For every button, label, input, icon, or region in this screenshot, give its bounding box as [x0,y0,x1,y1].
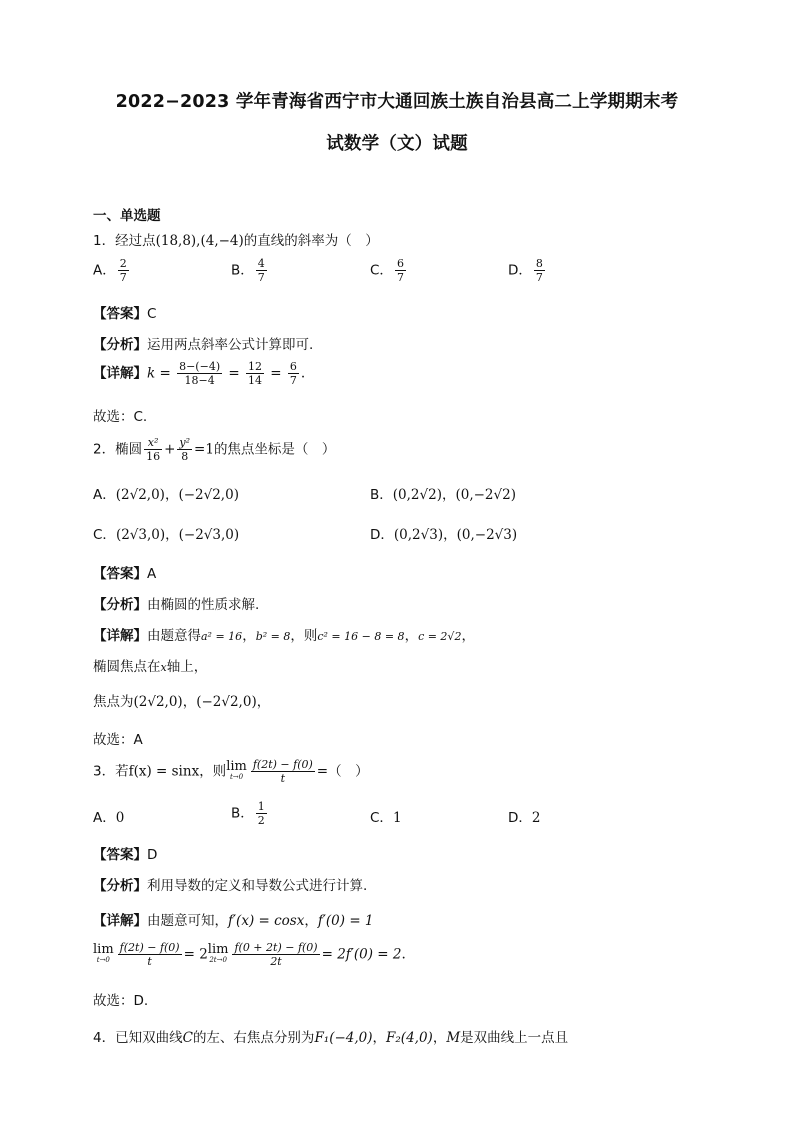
q2-analysis [93,593,259,613]
q2-detail-m4: c = 2√2 [418,630,462,643]
q1-answer [93,302,156,322]
q1-analysis-tag: 【分析】 [93,337,147,353]
q1-option-b [231,257,269,284]
q3-detail-m2: f′(0) = 1 [317,913,374,929]
q3-eq-lim1-bot: t→0 [96,955,110,964]
q2-option-c-text1: (2√3,0) [115,527,166,543]
q1-detail-f3-num: 6 [289,360,297,373]
q4-stem-b: 的左、右焦点分别为 [192,1030,315,1046]
q3-option-a-label: A． [93,810,116,826]
q3-option-c-label: C． [370,810,393,826]
q2-choose: 故选：A [93,732,143,748]
q4-f1: F₁(−4,0) [314,1030,373,1046]
q1-stem-b: 的直线的斜率为（ ） [243,233,379,249]
q3-option-a-text: 0 [115,810,125,826]
q4-c: C [182,1030,193,1046]
q1-analysis [93,333,313,353]
q1-option-b-label: B． [231,262,254,279]
q2-f2-den: 8 [181,450,189,463]
q2-answer-value: A [147,566,157,582]
q2-option-a-label: A． [93,487,116,503]
q4-sep: ， [372,1030,387,1046]
q2-option-d-sep: ， [443,527,457,543]
q3-eq-f2-num: f(0 + 2t) − f(0) [234,941,318,954]
q2-stem-a: 椭圆 [115,441,143,458]
q3-eq-f1-num: f(2t) − f(0) [119,941,180,954]
q4-f2: F₂(4,0) [386,1030,433,1046]
q2-line3-p2: (−2√2,0) [196,694,257,710]
q2-analysis-tag: 【分析】 [93,597,147,613]
q3-detail-a: 由题意可知， [147,913,228,929]
q1-stem-a: 经过点 [115,233,156,249]
q2-option-a-text1: (2√2,0) [115,487,165,503]
q3-detail-tag: 【详解】 [93,913,147,929]
q1-option-c-label: C． [370,262,393,279]
q3-frac-num: f(2t) − f(0) [252,758,313,771]
q2-line2-a: 椭圆焦点在 [93,659,161,675]
q3-stem-a: 若 [115,763,129,780]
q4-number: 4． [93,1030,116,1046]
q2-option-b [370,483,516,503]
q3-detail [93,909,374,929]
q2-option-d-label: D． [370,527,394,543]
q1-option-c-num: 6 [396,257,404,270]
q1-option-c [370,257,408,284]
q3-option-b-label: B． [231,805,254,822]
q1-number: 1． [93,233,116,249]
q2-option-c [93,523,239,543]
q1-detail-f2-den: 14 [248,374,263,387]
q1-detail-f1-num: 8−(−4) [179,360,221,373]
q3-option-b-den: 2 [257,814,265,827]
q2-option-c-text2: (−2√3,0) [178,527,240,543]
q3-fx: f(x) = sinx [128,763,200,780]
q3-analysis-text: 利用导数的定义和导数公式进行计算. [147,878,368,894]
q2-line3-p1: (2√2,0) [133,694,183,710]
q2-f1-den: 16 [146,450,161,463]
q2-line3-a: 焦点为 [93,694,134,710]
q2-detail-line3 [93,690,270,710]
q3-option-d-label: D． [508,810,532,826]
q2-option-c-label: C． [93,527,116,543]
q3-analysis [93,874,367,894]
q3-frac-den: t [280,772,286,785]
q1-option-d-label: D． [508,262,532,279]
q2-option-d-text2: (0,−2√3) [456,527,518,543]
q1-option-b-num: 4 [257,257,265,270]
q1-detail-tag: 【详解】 [93,365,147,382]
q1-detail-f2-num: 12 [248,360,263,373]
q3-detail-m1: f′(x) = cosx [228,913,305,929]
question-2-stem [93,436,335,463]
q2-option-a [93,483,239,503]
q1-points: (18,8),(4,−4) [155,233,244,249]
q1-option-d-num: 8 [535,257,543,270]
q1-detail-f1-den: 18−4 [184,374,215,387]
q2-detail-tag: 【详解】 [93,628,147,644]
q2-plus: + [164,441,176,458]
q3-option-a [93,806,124,826]
q2-option-b-text1: (0,2√2) [392,487,442,503]
q2-option-d [370,523,517,543]
question-1-stem [93,229,379,249]
q3-derivation [93,941,406,968]
q1-answer-tag: 【答案】 [93,306,147,322]
q1-choose: 故选：C. [93,409,148,425]
q1-detail-f3-den: 7 [289,374,297,387]
q2-detail-sep3: ， [404,628,419,644]
q1-answer-value: C [147,306,157,322]
q3-eq-dot: . [401,946,406,963]
q2-analysis-text: 由椭圆的性质求解. [147,597,260,613]
q1-option-a [93,257,131,284]
q1-option-d-den: 7 [535,271,543,284]
q2-option-b-label: B． [370,487,393,503]
q2-detail-sep1: ， [242,628,256,644]
q3-analysis-tag: 【分析】 [93,878,147,894]
q2-option-b-sep: ， [441,487,456,503]
q3-answer-value: D [147,847,158,863]
q3-stem-b: ，则 [199,763,227,780]
page-title-line2: 试数学（文）试题 [326,134,468,154]
q3-lim-bot: t→0 [229,772,244,781]
q3-option-c-text: 1 [392,810,402,826]
q1-detail-k: k [147,365,156,382]
q3-eq-f2-den: 2t [270,955,282,968]
q1-detail-eq3: = [266,365,286,382]
q1-option-d [508,257,547,284]
q3-eq-end: = 2f′(0) = 2 [321,946,402,963]
q1-option-a-num: 2 [119,257,127,270]
q3-eq-lim2-top: lim [207,941,229,957]
q2-line3-sep: ， [182,694,197,710]
q3-option-b-num: 1 [257,800,265,813]
q2-eq: =1 [194,441,214,458]
q2-option-d-text1: (0,2√3) [393,527,444,543]
q4-sep2: ， [432,1030,447,1046]
q3-stem-c: （ ） [328,763,369,780]
q3-number: 3． [93,763,116,780]
q2-detail-sep2: ，则 [290,628,318,644]
q2-detail-m3: c² = 16 − 8 = 8 [317,630,405,643]
q2-detail-m1: a² = 16 [201,630,243,643]
q3-option-d [508,806,541,826]
q2-line3-end: ， [256,694,271,710]
question-4-stem [93,1026,568,1046]
q3-option-b [231,800,269,827]
q3-eq-lim2-bot: 2t→0 [209,955,227,964]
q2-f1-num: x² [144,436,162,450]
q4-stem-a: 已知双曲线 [115,1030,183,1046]
q1-option-a-label: A． [93,262,116,279]
q2-option-a-sep: ， [164,487,179,503]
q3-eq-f1-den: t [147,955,152,968]
q2-answer-tag: 【答案】 [93,566,147,582]
q1-detail-eq1: = [155,365,176,382]
q4-m: M [446,1030,461,1046]
q2-answer [93,562,156,582]
q1-analysis-text: 运用两点斜率公式计算即可. [147,337,314,353]
q2-detail [93,624,475,644]
q1-detail-end: . [300,365,306,382]
q3-answer-tag: 【答案】 [93,847,147,863]
q1-option-c-den: 7 [396,271,404,284]
q3-eq-mid: = 2 [183,946,208,963]
q2-stem-b: 的焦点坐标是（ ） [213,441,336,458]
q2-option-c-sep: ， [165,527,179,543]
q2-line2-b: 轴上， [166,659,208,675]
q2-option-b-text2: (0,−2√2) [455,487,516,503]
q3-detail-sep: ， [304,913,318,929]
q1-detail [93,360,305,387]
q1-option-b-den: 7 [257,271,265,284]
q2-line2-x: x [160,661,167,674]
q3-eq: = [316,763,329,780]
q2-number: 2． [93,441,116,458]
q4-stem-c: 是双曲线上一点且 [460,1030,569,1046]
q3-option-d-text: 2 [531,810,541,826]
q3-answer [93,843,157,863]
q2-detail-line2 [93,655,207,675]
q2-f2-num: y² [179,436,191,449]
section-heading: 一、单选题 [93,208,161,224]
q2-detail-m2: b² = 8 [255,630,291,643]
q3-eq-lim1-top: lim [93,941,114,957]
q3-choose: 故选：D. [93,993,149,1009]
q1-detail-eq2: = [224,365,245,382]
q2-detail-end: ， [461,628,475,644]
question-3-stem [93,758,369,785]
q2-detail-a: 由题意得 [147,628,201,644]
q3-option-c [370,806,402,826]
q3-lim-top: lim [226,758,247,774]
q2-option-a-text2: (−2√2,0) [178,487,239,503]
q1-option-a-den: 7 [119,271,127,284]
page-title-line1: 2022−2023 学年青海省西宁市大通回族土族自治县高二上学期期末考 [115,92,679,112]
